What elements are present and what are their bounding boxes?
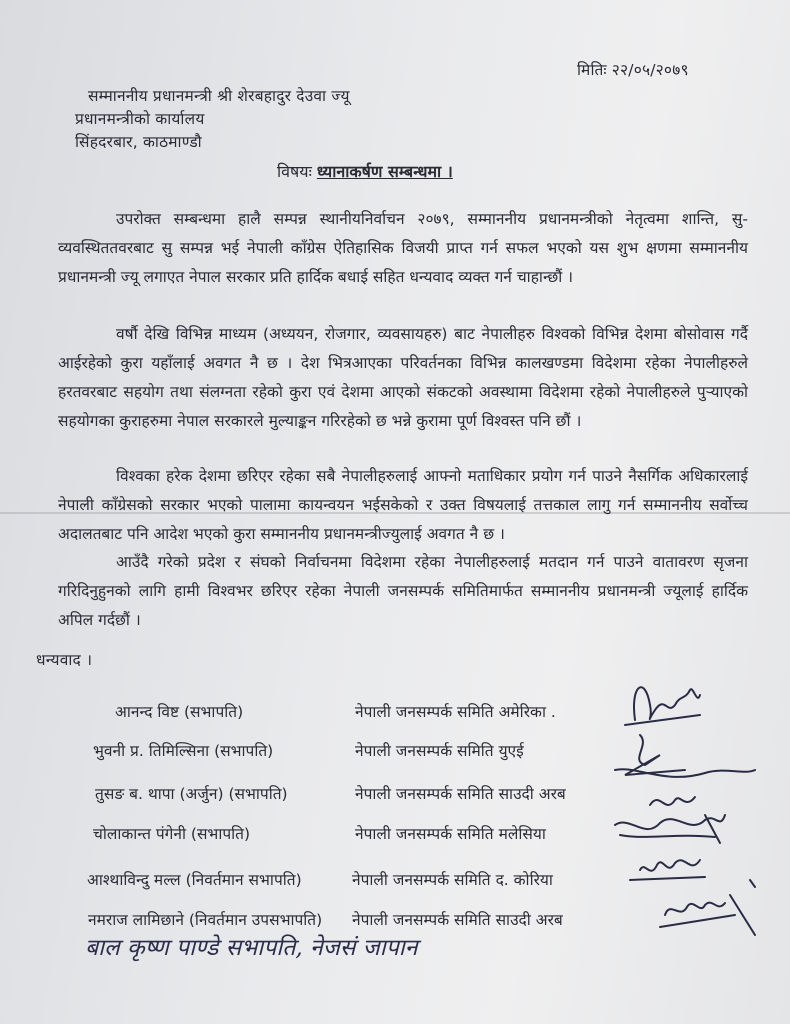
closing-thanks: धन्यवाद । (36, 651, 93, 669)
recipient-name: सम्माननीय प्रधानमन्त्री श्री शेरबहादुर देउवा ज्यू (88, 87, 350, 105)
signatory-name: आश्थाविन्दु मल्ल (निवर्तमान सभापति) (87, 871, 302, 889)
paragraph-3-text: विश्वका हरेक देशमा छरिएर रहेका सबै नेपालीहरुलाई आफ्नो मताधिकार प्रयोग गर्न पाउने नैसर्गिक अधिकारलाई नेपाली काँग्रेसको सरकार भएको पालामा कायन्वयन भईसकेको र उक्त विषयलाई तत्तकाल लागु गर्न सम्माननीय सर्वोच्च अदालतबाट पनि आदेश भएको कुरा सम्माननीय प्रधानमन्त्रीज्युलाई अवगत नै छ । (58, 467, 748, 543)
signatory-name: तुसङ ब. थापा (अर्जुन) (सभापति) (95, 785, 288, 803)
subject-text: ध्यानाकर्षण सम्बन्धमा । (316, 162, 453, 181)
subject-line (277, 160, 453, 182)
handwritten-signatory: बाल कृष्ण पाण्डे सभापति, नेजसं जापान (85, 935, 418, 961)
recipient-office: प्रधानमन्त्रीको कार्यालय (75, 110, 205, 128)
signatures-graphic (605, 665, 790, 955)
subject-label: विषयः (277, 162, 312, 181)
paragraph-4 (58, 548, 748, 635)
signatory-org: नेपाली जनसम्पर्क समिति युएई (355, 742, 524, 760)
signatory-org: नेपाली जनसम्पर्क समिति साउदी अरब (355, 785, 566, 803)
signatory-name: नमराज लामिछाने (निवर्तमान उपसभापति) (88, 911, 323, 929)
signatory-org: नेपाली जनसम्पर्क समिति मलेसिया (355, 825, 546, 843)
signatory-name: भुवनी प्र. तिमिल्सिना (सभापति) (93, 742, 274, 760)
letter-date: मितिः २२/०५/२०७९ (577, 61, 689, 79)
signatory-org: नेपाली जनसम्पर्क समिति द. कोरिया (352, 871, 553, 889)
recipient-address: सिंहदरबार, काठमाण्डौ (75, 133, 202, 151)
paragraph-4-text: आउँदै गरेको प्रदेश र संघको निर्वाचनमा विदेशमा रहेका नेपालीहरुलाई मतदान गर्न पाउने वातावरण सृजना गरिदिनुहुनको लागि हामी विश्वभर छरिएर रहेका नेपाली जनसम्पर्क समितिमार्फत सम्माननीय प्रधानमन्त्री ज्यूलाई हार्दिक अपिल गर्दछौं । (58, 553, 748, 629)
paragraph-3 (58, 462, 748, 549)
signatory-name: चोलाकान्त पंगेनी (सभापति) (93, 825, 251, 843)
signatory-org: नेपाली जनसम्पर्क समिति अमेरिका . (355, 703, 556, 721)
paragraph-2 (58, 320, 748, 436)
paragraph-1-text: उपरोक्त सम्बन्धमा हालै सम्पन्न स्थानीयनिर्वाचन २०७९, सम्माननीय प्रधानमन्त्रीको नेतृत्वमा शान्ति, सु-व्यवस्थिततवरबाट सु सम्पन्न भई नेपाली काँग्रेस ऐतिहासिक विजयी प्राप्त गर्न सफल भएको यस शुभ क्षणमा सम्माननीय प्रधानमन्त्री ज्यू लगाएत नेपाल सरकार प्रति हार्दिक बधाई सहित धन्यवाद व्यक्त गर्न चाहान्छौं । (58, 210, 748, 286)
paragraph-2-text: वर्षौ देखि विभिन्न माध्यम (अध्ययन, रोजगार, व्यवसायहरु) बाट नेपालीहरु विश्वको विभिन्न देशमा बोसोवास गर्दै आईरहेको कुरा यहाँलाई अवगत नै छ । देश भित्रआएका परिवर्तनका विभिन्न कालखण्डमा विदेशमा रहेका नेपालीहरुले हरतवरबाट सहयोग तथा संलग्नता रहेको कुरा एवं देशमा आएको संकटको अवस्थामा विदेशमा रहेको नेपालीहरुले पुऱ्याएको सहयोगका कुराहरुमा नेपाल सरकारले मुल्याङ्कन गरिरहेको छ भन्ने कुरामा पूर्ण विश्वस्त पनि छौं । (58, 325, 748, 430)
paragraph-1 (58, 205, 748, 292)
signatory-org: नेपाली जनसम्पर्क समिति साउदी अरब (352, 911, 563, 929)
signatory-name: आनन्द विष्ट (सभापति) (115, 703, 244, 721)
